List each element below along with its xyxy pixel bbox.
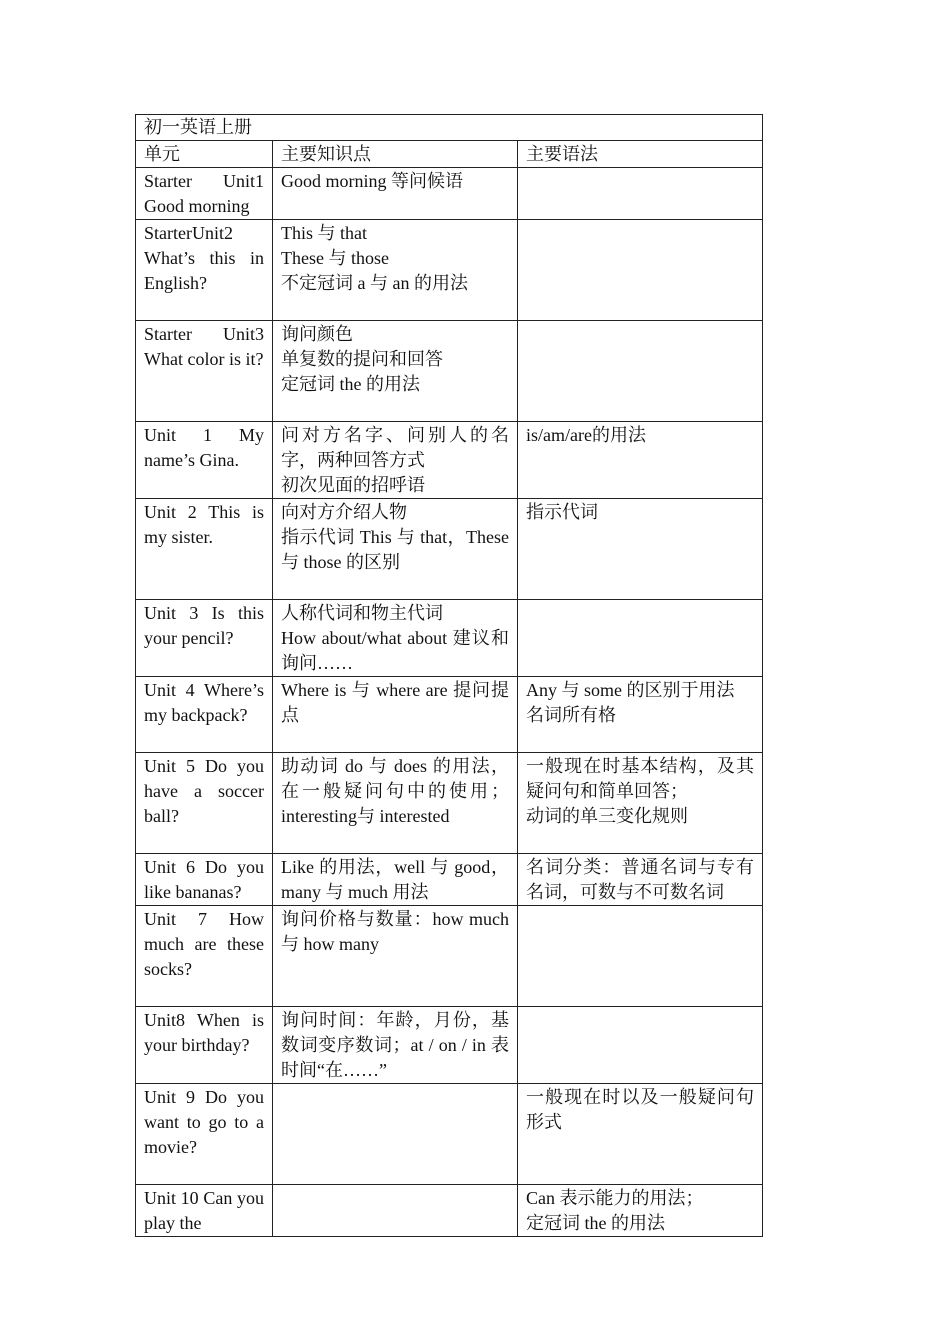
unit-cell: Unit 1 My name’s Gina.	[136, 422, 273, 499]
grammar-cell: 指示代词	[518, 499, 763, 600]
knowledge-cell: Like 的用法，well 与 good，many 与 much 用法	[273, 854, 518, 906]
table-row	[136, 1007, 763, 1084]
table-row	[136, 600, 763, 677]
table-row	[136, 220, 763, 321]
unit-cell: Unit 2 This is my sister.	[136, 499, 273, 600]
table-row	[136, 321, 763, 422]
unit-cell: Unit 3 Is this your pencil?	[136, 600, 273, 677]
unit-cell: Unit 4 Where’s my backpack?	[136, 677, 273, 753]
table-row	[136, 168, 763, 220]
table-row	[136, 499, 763, 600]
grammar-cell: Can 表示能力的用法； 定冠词 the 的用法	[518, 1185, 763, 1237]
table-row	[136, 906, 763, 1007]
table-title-row	[136, 115, 763, 141]
knowledge-cell	[273, 1185, 518, 1237]
unit-cell: Unit 7 How much are these socks?	[136, 906, 273, 1007]
grammar-cell: is/am/are的用法	[518, 422, 763, 499]
knowledge-cell	[273, 1084, 518, 1185]
knowledge-cell: 向对方介绍人物 指示代词 This 与 that，These 与 those 的区别	[273, 499, 518, 600]
header-knowledge: 主要知识点	[273, 141, 518, 168]
unit-cell: StarterUnit2 What’s this in English?	[136, 220, 273, 321]
table-row	[136, 753, 763, 854]
unit-cell: Unit 10 Can you play the	[136, 1185, 273, 1237]
table-row	[136, 677, 763, 753]
table-row	[136, 422, 763, 499]
grammar-cell	[518, 321, 763, 422]
unit-cell: Unit 5 Do you have a soccer ball?	[136, 753, 273, 854]
grammar-cell: Any 与 some 的区别于用法 名词所有格	[518, 677, 763, 753]
table-row	[136, 1084, 763, 1185]
unit-cell: Starter Unit3 What color is it?	[136, 321, 273, 422]
knowledge-cell: 问对方名字、问别人的名字，两种回答方式 初次见面的招呼语	[273, 422, 518, 499]
knowledge-cell: 询问颜色 单复数的提问和回答 定冠词 the 的用法	[273, 321, 518, 422]
grammar-cell: 一般现在时以及一般疑问句形式	[518, 1084, 763, 1185]
curriculum-table	[135, 114, 763, 1237]
table-row	[136, 854, 763, 906]
knowledge-cell: 询问时间：年龄，月份，基数词变序数词；at / on / in 表时间“在……”	[273, 1007, 518, 1084]
header-grammar: 主要语法	[518, 141, 763, 168]
knowledge-cell: Where is 与 where are 提问提点	[273, 677, 518, 753]
grammar-cell: 一般现在时基本结构，及其疑问句和简单回答； 动词的单三变化规则	[518, 753, 763, 854]
knowledge-cell: This 与 that These 与 those 不定冠词 a 与 an 的用法	[273, 220, 518, 321]
table-title	[136, 115, 763, 141]
table-header-row	[136, 141, 763, 168]
knowledge-cell: 人称代词和物主代词 How about/what about 建议和询问……	[273, 600, 518, 677]
header-unit: 单元	[136, 141, 273, 168]
grammar-cell: 名词分类：普通名词与专有名词，可数与不可数名词	[518, 854, 763, 906]
grammar-cell	[518, 906, 763, 1007]
unit-cell: Starter Unit1 Good morning	[136, 168, 273, 220]
grammar-cell	[518, 168, 763, 220]
grammar-cell	[518, 1007, 763, 1084]
grammar-cell	[518, 600, 763, 677]
knowledge-cell: 助动词 do 与 does 的用法，在一般疑问句中的使用；interesting与 interested	[273, 753, 518, 854]
table-row	[136, 1185, 763, 1237]
unit-cell: Unit 6 Do you like bananas?	[136, 854, 273, 906]
grammar-cell	[518, 220, 763, 321]
table-title-text: 初一英语上册	[144, 117, 252, 137]
unit-cell: Unit8 When is your birthday?	[136, 1007, 273, 1084]
knowledge-cell: 询问价格与数量：how much 与 how many	[273, 906, 518, 1007]
knowledge-cell: Good morning 等问候语	[273, 168, 518, 220]
unit-cell: Unit 9 Do you want to go to a movie?	[136, 1084, 273, 1185]
